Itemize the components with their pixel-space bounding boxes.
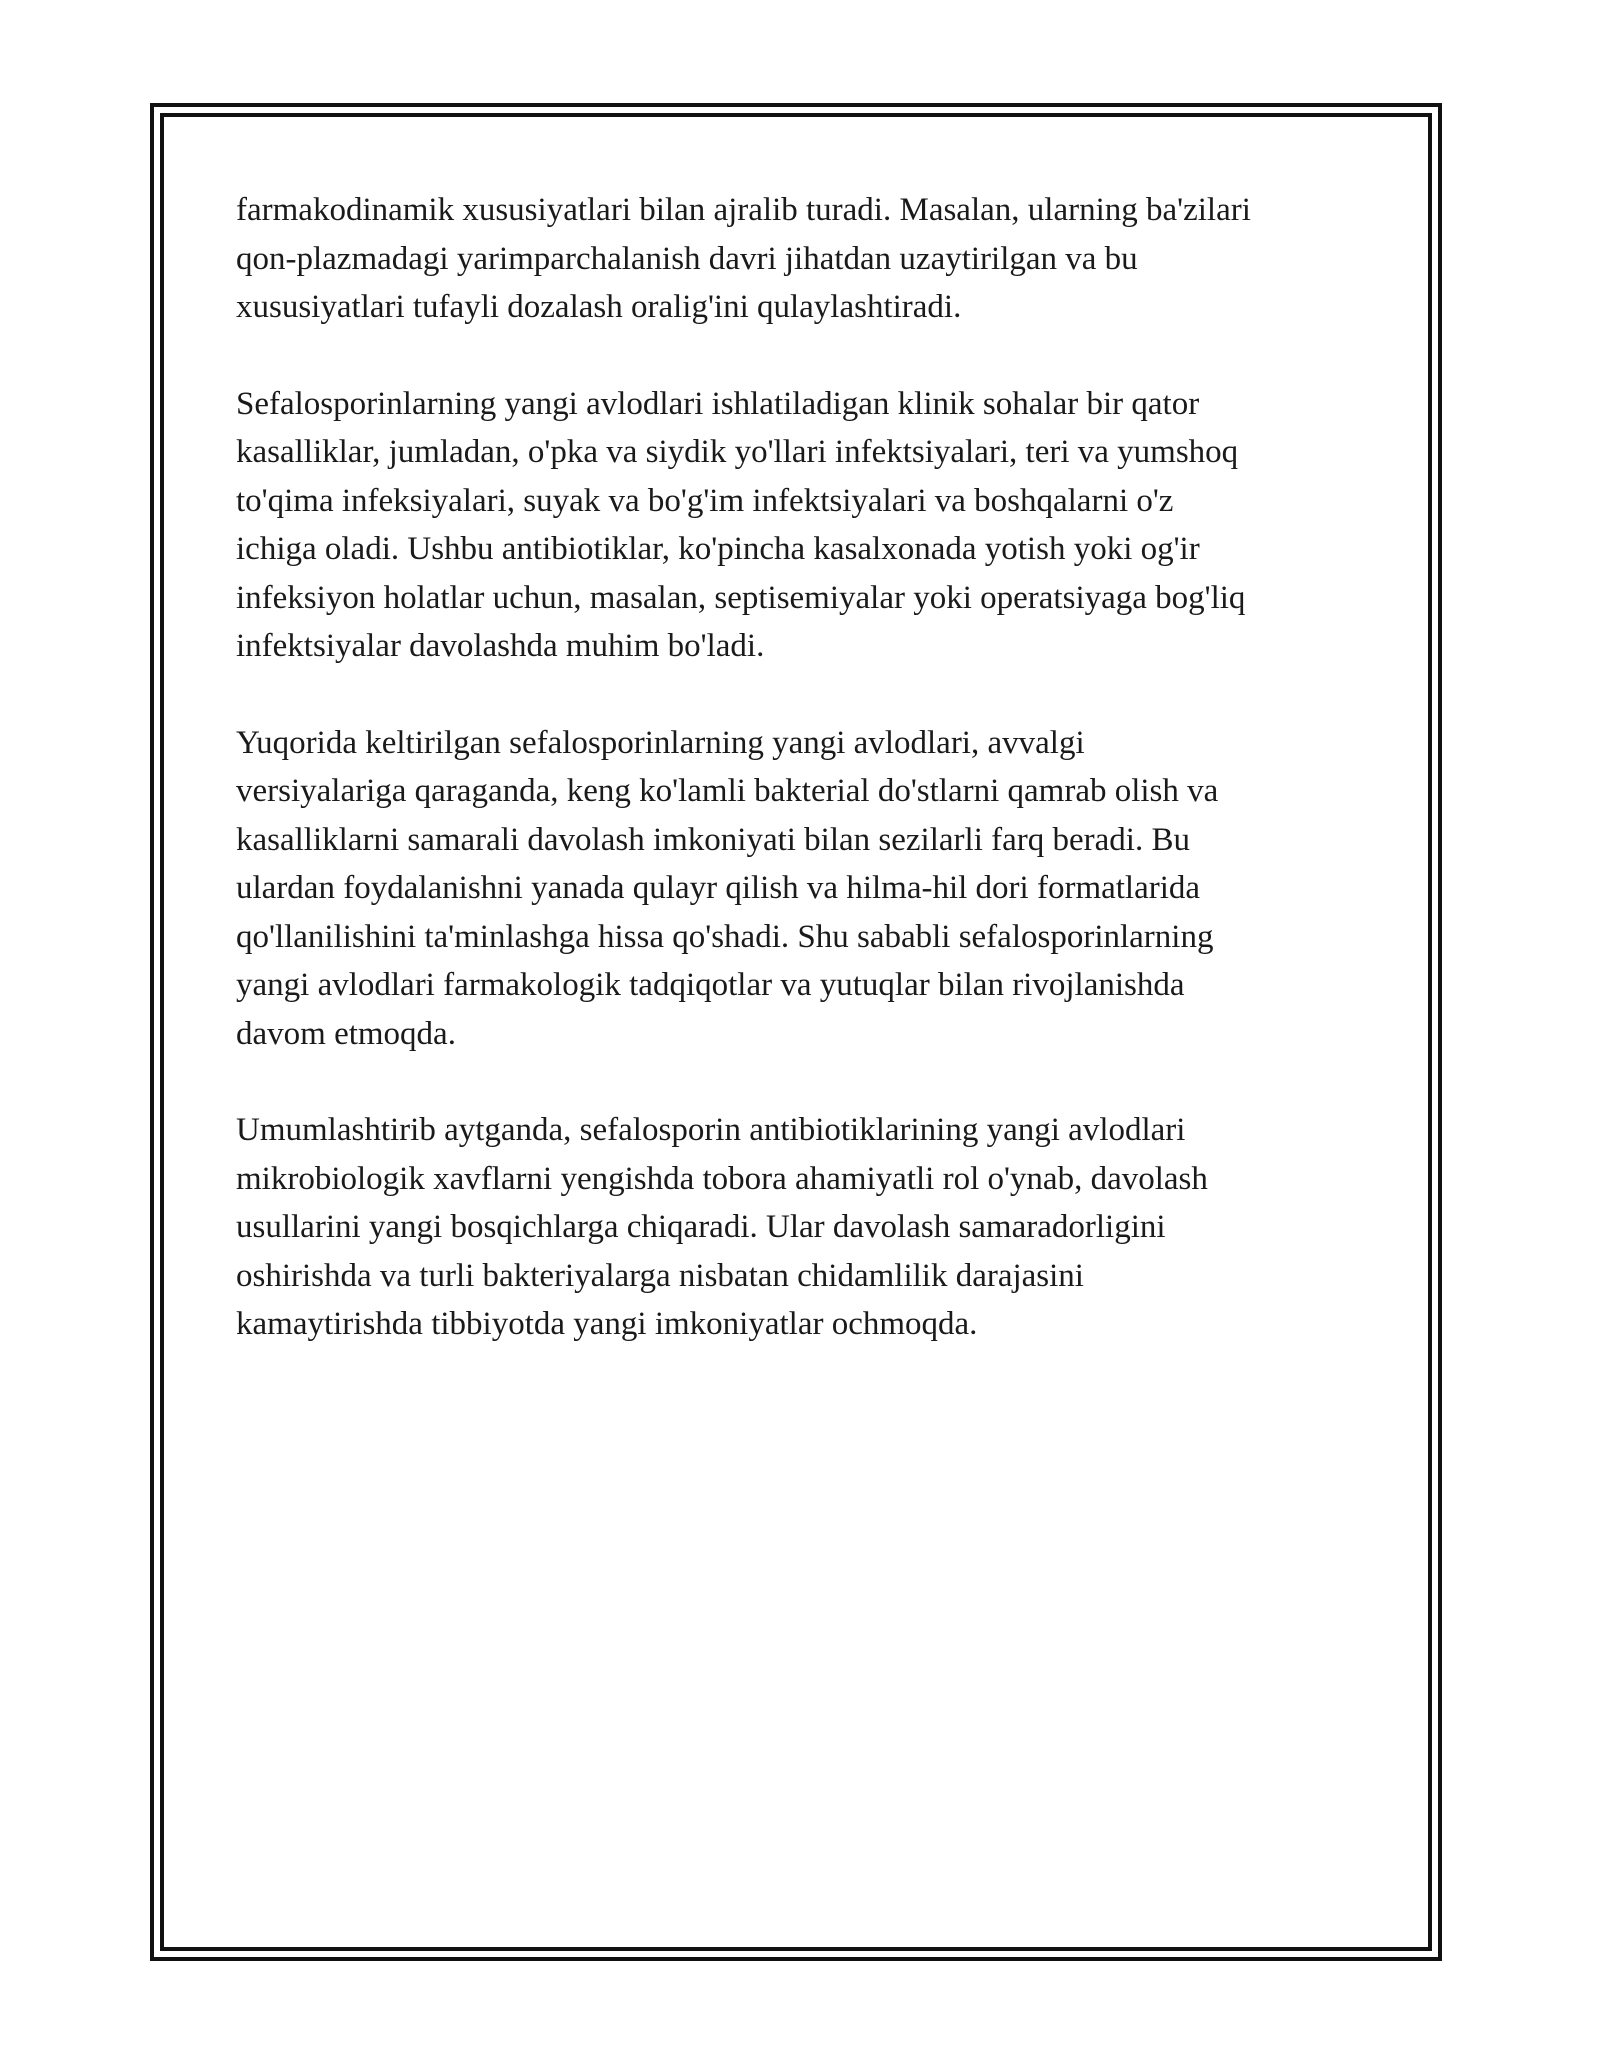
paragraph-1: farmakodinamik xususiyatlari bilan ajralib turadi. Masalan, ularning ba'zilari qon-plazmadagi yarimparchalanish davri jihatdan uzaytirilgan va bu xususiyatlari tufayli dozalash oralig'ini qulaylashtiradi. [236,192,1251,325]
paragraph-4: Umumlashtirib aytganda, sefalosporin antibiotiklarining yangi avlodlari mikrobiologik xavflarni yengishda tobora ahamiyatli rol o'ynab, davolash usullarini yangi bosqichlarga chiqaradi. Ular davolash samaradorligini oshirishda va turli bakteriyalarga nisbatan chidamlilik darajasini kamaytirishda tibbiyotda yangi imkoniyatlar ochmoqda. [236,1112,1208,1342]
paragraph-3: Yuqorida keltirilgan sefalosporinlarning yangi avlodlari, avvalgi versiyalariga qaraganda, keng ko'lamli bakterial do'stlarni qamrab olish va kasalliklarni samarali davolash imkoniyati bilan sezilarli farq beradi. Bu ulardan foydalanishni yanada qulayr qilish va hilma-hil dori formatlarida qo'llanilishini ta'minlashga hissa qo'shadi. Shu sababli sefalosporinlarning yangi avlodlari farmakologik tadqiqotlar va yutuqlar bilan rivojlanishda davom etmoqda. [236,724,1219,1052]
document-body [236,186,1386,1397]
paragraph-2: Sefalosporinlarning yangi avlodlari ishlatiladigan klinik sohalar bir qator kasalliklar, jumladan, o'pka va siydik yo'llari infektsiyalari, teri va yumshoq to'qima infeksiyalari, suyak va bo'g'im infektsiyalari va boshqalarni o'z ichiga oladi. Ushbu antibiotiklar, ko'pincha kasalxonada yotish yoki og'ir infeksiyon holatlar uchun, masalan, septisemiyalar yoki operatsiyaga bog'liq infektsiyalar davolashda muhim bo'ladi. [236,385,1246,664]
